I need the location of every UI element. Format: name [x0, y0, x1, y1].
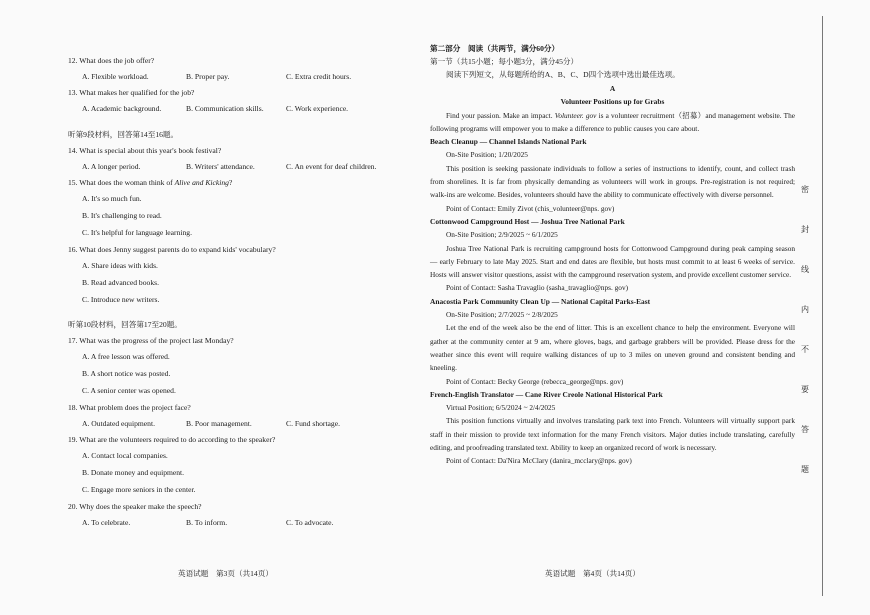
option-b: B. A short notice was posted. — [82, 369, 171, 378]
options-20 — [82, 518, 420, 528]
binding-strip — [795, 16, 870, 606]
page-3 — [0, 0, 420, 615]
option-c: C. Introduce new writers. — [82, 295, 160, 304]
option-c: C. Engage more seniors in the center. — [82, 485, 196, 494]
seal-char-2: 封 — [801, 225, 809, 234]
options-13 — [82, 104, 420, 114]
option-b: B. Writers' attendance. — [186, 162, 255, 171]
passage-title: Volunteer Positions up for Grabs — [560, 97, 665, 107]
options-17 — [82, 352, 420, 396]
option-a: A. Share ideas with kids. — [82, 261, 158, 270]
option-c: C. It's helpful for language learning. — [82, 228, 192, 237]
option-c: C. To advocate. — [286, 518, 334, 527]
seal-char-7: 答 — [801, 425, 809, 434]
options-18 — [82, 419, 420, 429]
position-1-heading: Beach Cleanup — Channel Islands National Park — [430, 137, 587, 147]
question-13: 13. What makes her qualified for the job? — [68, 88, 195, 97]
option-b: B. Proper pay. — [186, 72, 230, 81]
option-a: A. A free lesson was offered. — [82, 352, 170, 361]
reading-instruction: 阅读下列短文，从每题所给的A、B、C、D四个选项中选出最佳选项。 — [446, 70, 680, 79]
position-2-contact: Point of Contact: Sasha Travaglio (sasha_travaglio@nps. gov) — [446, 283, 629, 293]
option-c: C. Work experience. — [286, 104, 349, 113]
option-a: A. To celebrate. — [82, 518, 131, 527]
section-heading: 第一节（共15小题；每小题3分，满分45分） — [430, 57, 579, 66]
options-12 — [82, 72, 420, 82]
option-a: A. Contact local companies. — [82, 451, 168, 460]
question-16: 16. What does Jenny suggest parents do to expand kids' vocabulary? — [68, 245, 276, 254]
position-2-date: On-Site Position; 2/9/2025 ~ 6/1/2025 — [446, 230, 558, 240]
question-20: 20. Why does the speaker make the speech? — [68, 502, 202, 511]
option-c: C. A senior center was opened. — [82, 386, 176, 395]
option-a: A. It's so much fun. — [82, 194, 142, 203]
position-3-heading: Anacostia Park Community Clean Up — National Capital Parks-East — [430, 296, 651, 306]
seal-char-5: 不 — [801, 345, 809, 354]
page-3-footer: 英语试题 第3页（共14页） — [178, 569, 273, 578]
question-18: 18. What problem does the project face? — [68, 403, 191, 412]
seal-char-3: 线 — [801, 265, 809, 274]
option-c: C. Fund shortage. — [286, 419, 340, 428]
position-4-heading: French-English Translator — Cane River Creole National Historical Park — [430, 389, 663, 399]
seal-char-1: 密 — [801, 185, 809, 194]
option-a: A. A longer period. — [82, 162, 141, 171]
options-14 — [82, 162, 420, 172]
question-17: 17. What was the progress of the project last Monday? — [68, 336, 234, 345]
question-19: 19. What are the volunteers required to do according to the speaker? — [68, 435, 276, 444]
position-4-date: Virtual Position; 6/5/2024 ~ 2/4/2025 — [446, 403, 556, 413]
position-3-body: Let the end of the week also be the end of litter. This is an excellent chance to help the environment. Everyone will gather at the community center at 9 am, where gloves, bags, and garbage grabbers will be provided. Please dress for the weather since this event will require walking distances of up to 3 miles on uneven ground and consistent bending and kneeling. — [430, 323, 795, 373]
question-12: 12. What does the job offer? — [68, 56, 155, 65]
question-14: 14. What is special about this year's book festival? — [68, 146, 222, 155]
intro-paragraph: Find your passion. Make an impact. Volunteer. gov is a volunteer recruitment（招募）and management website. The following programs will empower you to make a difference to public causes you care about. — [430, 110, 795, 133]
option-b: B. Donate money and equipment. — [82, 468, 185, 477]
option-a: A. Academic background. — [82, 104, 162, 113]
seal-char-4: 内 — [801, 305, 809, 314]
options-15 — [82, 194, 420, 238]
position-3-contact: Point of Contact: Becky George (rebecca_george@nps. gov) — [446, 376, 624, 386]
question-15: 15. What does the woman think of Alive and Kicking? — [68, 178, 233, 187]
page-4-footer: 英语试题 第4页（共14页） — [545, 569, 640, 578]
seal-line — [822, 16, 823, 596]
option-c: C. An event for deaf children. — [286, 162, 377, 171]
position-2-body: Joshua Tree National Park is recruiting campground hosts for Cottonwood Campground during peak camping season — early February to late May 2025. Start and end dates are flexible, but hosts must commit to at least 6 weeks of service. Hosts will answer visitor questions, assist with the campground reservation system, and provide excellent customer service. — [430, 243, 795, 280]
position-4-body: This position functions virtually and involves translating park text into French. Volunteers will virtually support park staff in their mission to provide text information for the many French visitors. Major duties include translating, carefully editing, and proofreading translated text. Ability to keep an organized record of work is necessary. — [430, 416, 795, 453]
passage-letter: A — [609, 84, 616, 93]
options-19 — [82, 451, 420, 495]
option-a: A. Outdated equipment. — [82, 419, 155, 428]
option-b: B. Poor management. — [186, 419, 252, 428]
position-1-contact: Point of Contact: Emily Zivot (chis_volunteer@nps. gov) — [446, 203, 615, 213]
option-a: A. Flexible workload. — [82, 72, 149, 81]
options-16 — [82, 261, 420, 305]
option-b: B. To inform. — [186, 518, 228, 527]
position-1-date: On-Site Position; 1/20/2025 — [446, 150, 528, 160]
option-b: B. Read advanced books. — [82, 278, 159, 287]
page-4 — [420, 0, 795, 615]
position-1-body: This position is seeking passionate individuals to follow a series of instructions to identify, count, and collect trash from shorelines. It is far from physically demanding as volunteers will work in groups. Pre-registration is not required; walk-ins are welcome. Besides, volunteers should have the ability to communicate effectively with diverse personnel. — [430, 163, 795, 200]
position-3-date: On-Site Position; 2/7/2025 ~ 2/8/2025 — [446, 310, 558, 320]
seal-char-6: 要 — [801, 385, 809, 394]
seal-char-8: 题 — [801, 465, 809, 474]
section-10-instruction: 听第10段材料，回答第17至20题。 — [68, 320, 182, 329]
part-heading: 第二部分 阅读（共两节，满分60分） — [430, 44, 560, 53]
option-c: C. Extra credit hours. — [286, 72, 352, 81]
option-b: B. It's challenging to read. — [82, 211, 162, 220]
option-b: B. Communication skills. — [186, 104, 264, 113]
position-2-heading: Cottonwood Campground Host — Joshua Tree National Park — [430, 216, 625, 226]
section-9-instruction: 听第9段材料，回答第14至16题。 — [68, 130, 179, 139]
position-4-contact: Point of Contact: Da'Nira McClary (danira_mcclary@nps. gov) — [446, 456, 632, 466]
